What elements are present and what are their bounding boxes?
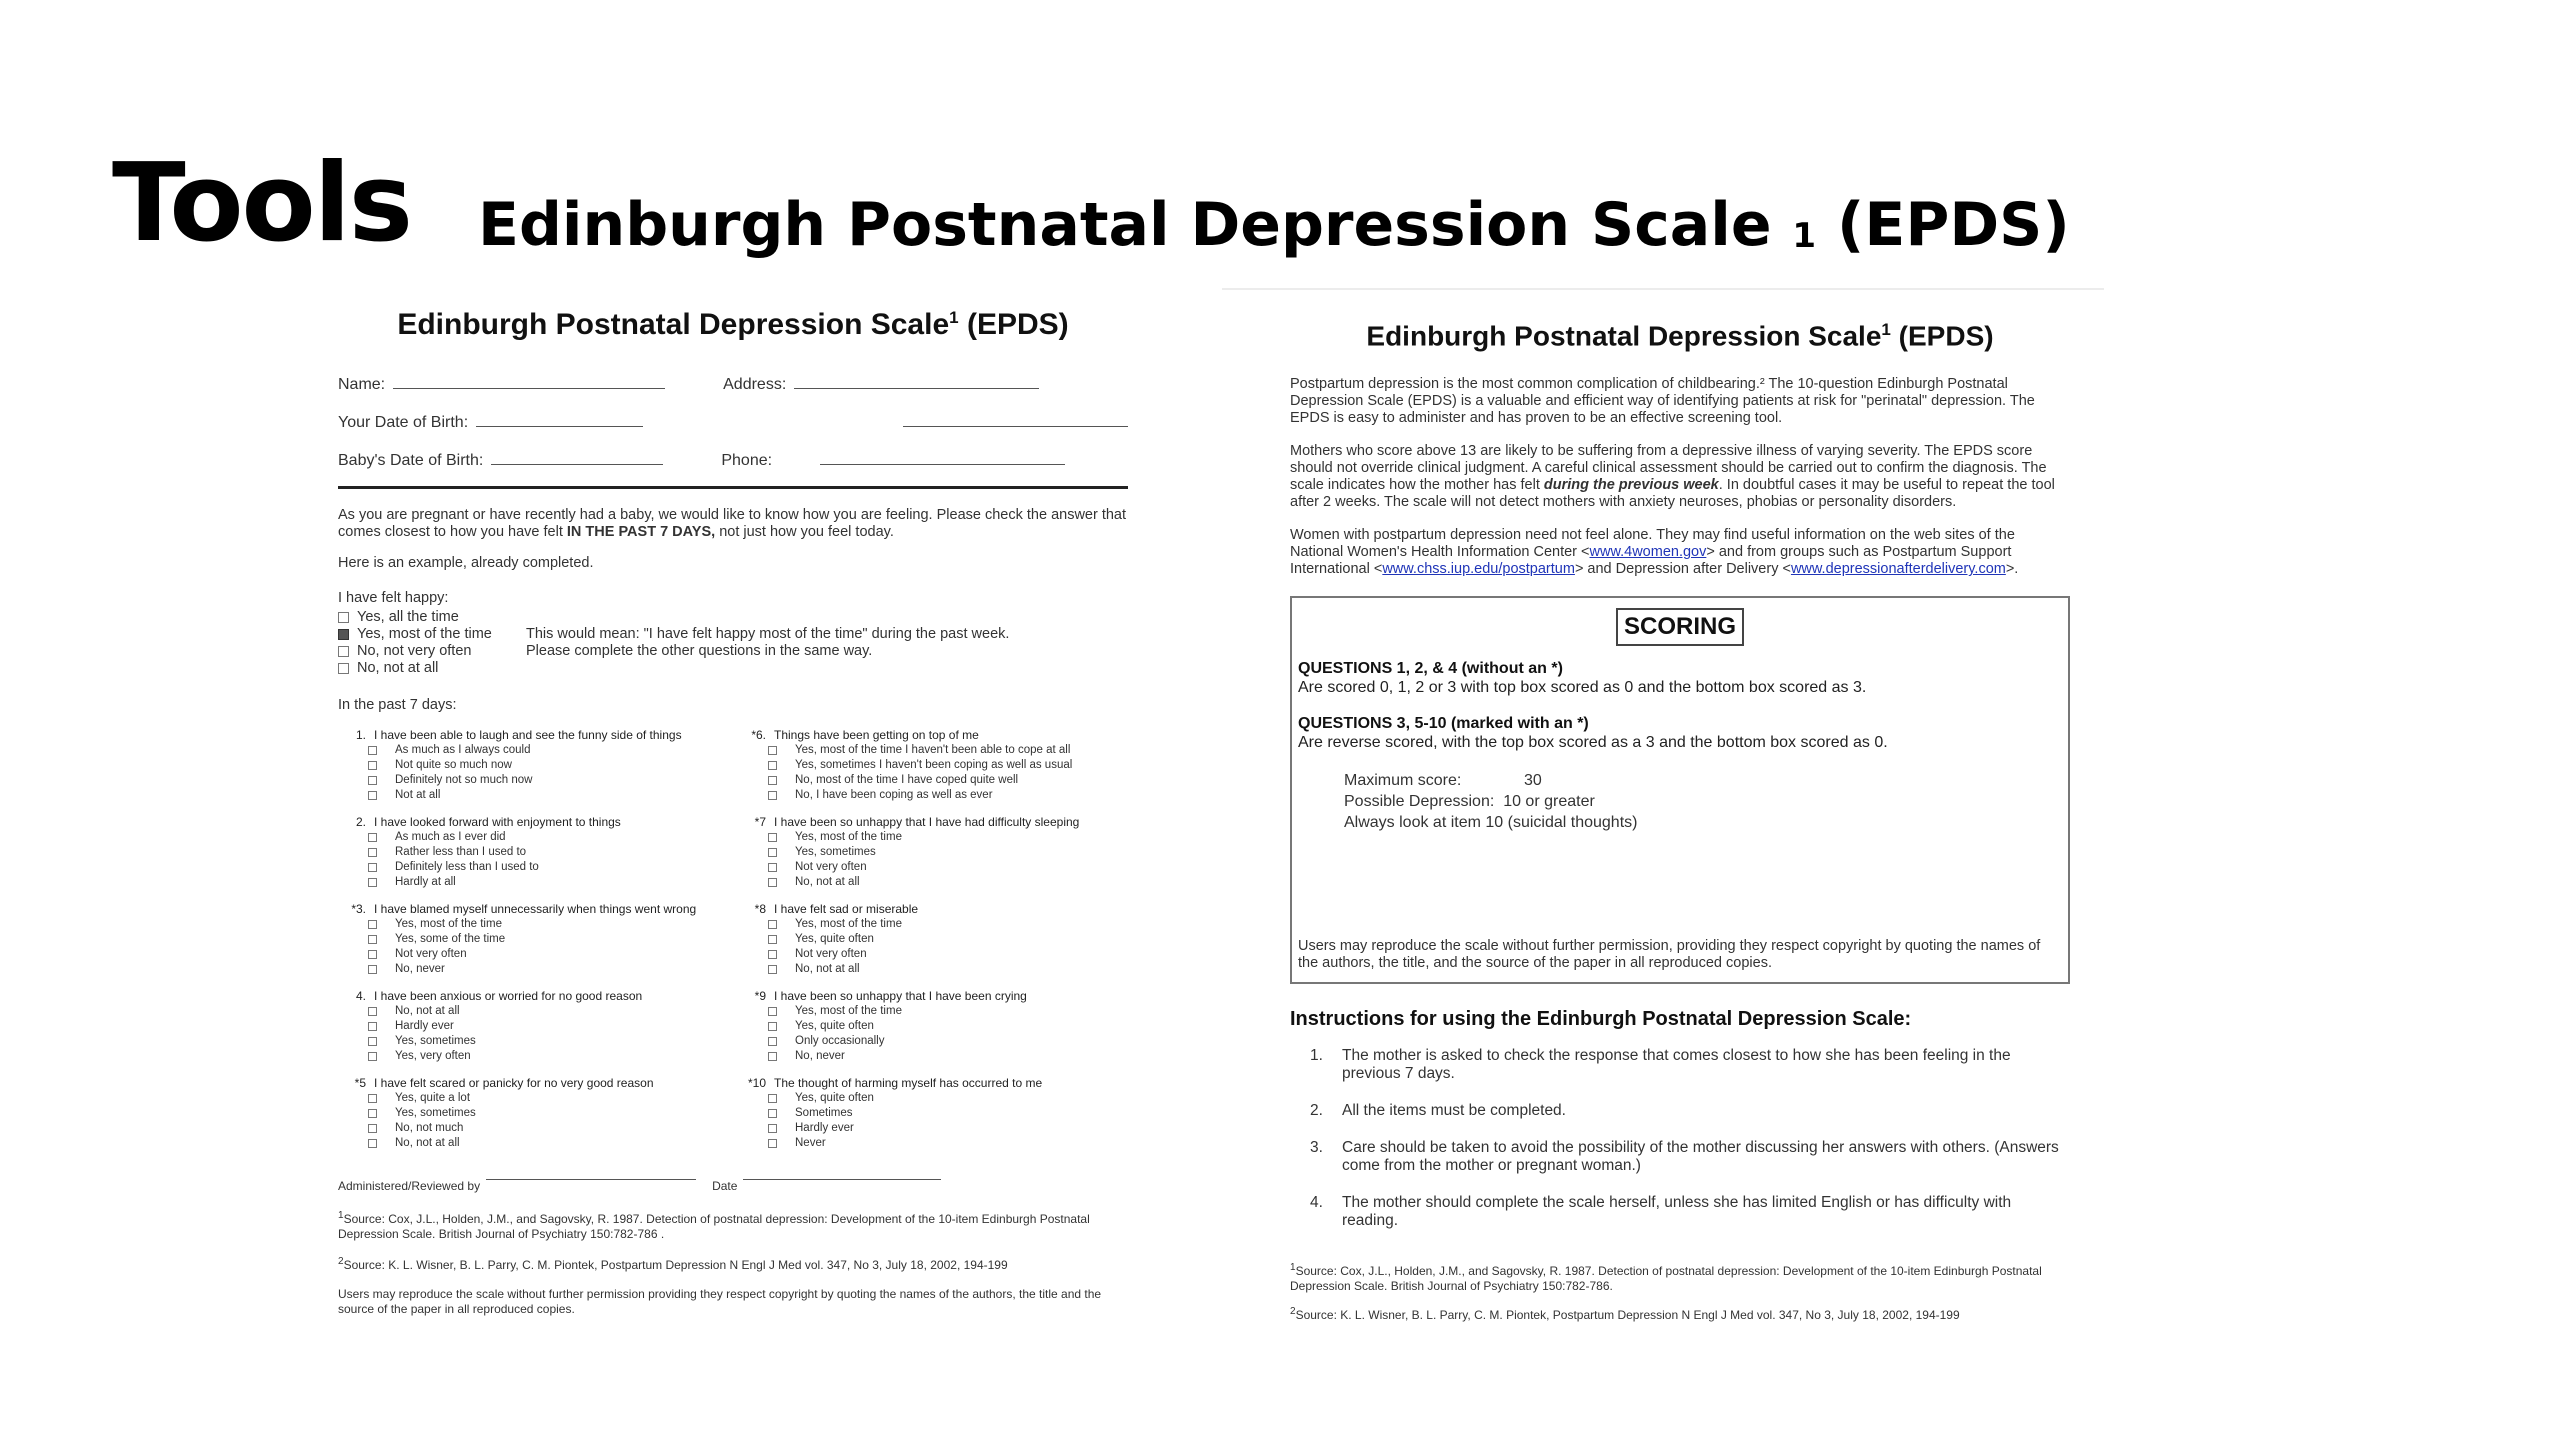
answer-option-label: Not quite so much now [395, 759, 512, 771]
answer-option[interactable] [738, 860, 1124, 875]
answer-option[interactable] [338, 1106, 724, 1121]
answer-option-label: Never [795, 1137, 826, 1149]
question-label: The thought of harming myself has occurred to me [774, 1076, 1043, 1090]
example-option-label: Yes, all the time [357, 609, 459, 625]
question-text [738, 902, 1124, 917]
checkbox[interactable] [368, 761, 377, 770]
question-number: *6. [751, 728, 766, 742]
answer-option[interactable] [338, 932, 724, 947]
checkbox[interactable] [368, 935, 377, 944]
administered-label: Administered/Reviewed by [338, 1179, 481, 1193]
checkbox[interactable] [768, 950, 777, 959]
answer-option[interactable] [338, 917, 724, 932]
checkbox[interactable] [768, 920, 777, 929]
question-text [738, 815, 1124, 830]
example-note [526, 626, 1009, 660]
max-score-value: 30 [1524, 772, 1542, 790]
name-label: Name: [338, 376, 386, 393]
answer-option[interactable] [738, 1019, 1124, 1034]
answer-option[interactable] [338, 1121, 724, 1136]
questions-right-column [738, 728, 1124, 1163]
answer-option-label: No, never [795, 1050, 845, 1062]
possible-depression-label: Possible Depression: [1344, 793, 1495, 811]
possible-depression-row [1344, 791, 2062, 812]
question-text [738, 728, 1124, 743]
instruction-number: 4. [1310, 1194, 1323, 1212]
address-field[interactable] [794, 388, 1039, 389]
answer-option-label: Sometimes [795, 1107, 853, 1119]
checkbox[interactable] [368, 1094, 377, 1103]
slide-subtitle [478, 190, 2070, 260]
administered-field[interactable] [486, 1179, 696, 1180]
answer-option[interactable] [338, 1004, 724, 1019]
answer-option-label: Yes, sometimes [795, 846, 876, 858]
instructions-title: Instructions for using the Edinburgh Postnatal Depression Scale: [1290, 1008, 1912, 1031]
answer-option-label: Not very often [395, 948, 467, 960]
question-label: I have been so unhappy that I have been crying [774, 989, 1027, 1003]
question-item [338, 1076, 724, 1151]
answer-option[interactable] [738, 773, 1124, 788]
question-number: 1. [355, 728, 366, 742]
past-days-label: In the past 7 days: [338, 697, 457, 713]
answer-option[interactable] [338, 758, 724, 773]
questions-group-1-heading: QUESTIONS 1, 2, & 4 (without an *) [1298, 660, 1563, 678]
checkbox[interactable] [368, 1124, 377, 1133]
answer-option[interactable] [338, 947, 724, 962]
checkbox[interactable] [768, 1124, 777, 1133]
answer-option-label: Hardly ever [395, 1020, 454, 1032]
right-source-2-text: Source: K. L. Wisner, B. L. Parry, C. M. Piontek, Postpartum Depression N Engl J Med vol. 347, No 3, July 18, 2002, 194-199 [1295, 1308, 1960, 1323]
question-item [338, 815, 724, 890]
paragraph-3a: Women with postpartum depression need not feel alone. They may find useful information on the web sites of the National Women's Health Information Center < [1290, 527, 2015, 561]
link-4women[interactable]: www.4women.gov [1589, 544, 1707, 561]
answer-option-label: Hardly at all [395, 876, 456, 888]
checkbox[interactable] [368, 1022, 377, 1031]
checkbox[interactable] [768, 863, 777, 872]
checkbox[interactable] [368, 1109, 377, 1118]
question-item [738, 815, 1124, 890]
answer-option[interactable] [738, 1091, 1124, 1106]
right-source-footnote-2: $^2$Source: K. L. Wisner, B. L. Parry, C. M. Piontek, Postpartum Depression N Engl J Med vol. 347, No 3, July 18, 2002, 194-199 [1290, 1306, 1960, 1323]
slide-subtitle-tail: (EPDS) [1836, 190, 2070, 260]
paragraph-2-emphasis: during the previous week [1543, 477, 1719, 494]
questions-group-2-text: Are reverse scored, with the top box scored as a 3 and the bottom box scored as 0. [1298, 734, 1888, 752]
answer-option[interactable] [338, 860, 724, 875]
answer-option-label: Yes, most of the time [795, 918, 902, 930]
question-item [738, 902, 1124, 977]
checkbox[interactable] [768, 1052, 777, 1061]
answer-option[interactable] [338, 875, 724, 890]
answer-option[interactable] [338, 962, 724, 977]
answer-option-label: No, not at all [395, 1005, 460, 1017]
answer-option-label: Hardly ever [795, 1122, 854, 1134]
question-item [338, 728, 724, 803]
checkbox[interactable] [768, 746, 777, 755]
instruction-text: Care should be taken to avoid the possibility of the mother discussing her answers with others. (Answers come from the mother or pregnant woman.) [1342, 1139, 2059, 1175]
answer-option-label: Yes, most of the time [795, 831, 902, 843]
field-row-dob [338, 394, 1128, 432]
question-text [338, 815, 724, 830]
answer-option[interactable] [338, 830, 724, 845]
checkbox[interactable] [768, 776, 777, 785]
scoring-page-title-tail: (EPDS) [1898, 320, 1994, 352]
questionnaire-title [338, 308, 1128, 342]
instruction-item [1290, 1047, 2070, 1083]
question-number: *9 [754, 989, 766, 1003]
scoring-page-title-footnote: 1 [1881, 320, 1891, 339]
questionnaire-title-main: Edinburgh Postnatal Depression Scale [397, 308, 950, 341]
paragraph-resources [1290, 527, 2070, 578]
checkbox[interactable] [768, 791, 777, 800]
question-label: I have blamed myself unnecessarily when things went wrong [374, 902, 697, 916]
permission-text: Users may reproduce the scale without further permission providing they respect copyright by quoting the names of the authors, the title and the source of the paper in all reproduced copies. [338, 1287, 1102, 1316]
checkbox[interactable] [768, 761, 777, 770]
instruction-text: All the items must be completed. [1342, 1102, 1566, 1120]
answer-option[interactable] [738, 917, 1124, 932]
checkbox[interactable] [768, 1139, 777, 1148]
question-text [338, 989, 724, 1004]
instruction-number: 2. [1310, 1102, 1323, 1120]
answer-option[interactable] [738, 788, 1124, 803]
question-number: *8 [754, 902, 766, 916]
checkbox[interactable] [338, 646, 349, 657]
question-number: *5 [354, 1076, 366, 1090]
answer-option-label: Yes, most of the time [395, 918, 502, 930]
answer-option[interactable] [338, 1049, 724, 1064]
field-row-baby-dob [338, 432, 1128, 470]
answer-option[interactable] [738, 1121, 1124, 1136]
checkbox[interactable] [338, 663, 349, 674]
example-option [338, 609, 1128, 626]
checkbox[interactable] [368, 833, 377, 842]
instruction-item [1290, 1194, 2070, 1230]
questionnaire-title-tail: (EPDS) [966, 308, 1069, 341]
answer-option[interactable] [338, 1136, 724, 1151]
checkbox[interactable] [768, 878, 777, 887]
checkbox[interactable] [368, 863, 377, 872]
checkbox[interactable] [368, 1007, 377, 1016]
slide-subtitle-main: Edinburgh Postnatal Depression Scale [478, 190, 1772, 260]
question-number: *10 [747, 1076, 766, 1090]
baby-dob-label: Baby's Date of Birth: [338, 452, 484, 469]
answer-option-label: Not very often [795, 861, 867, 873]
answer-option[interactable] [338, 845, 724, 860]
answer-option-label: Yes, quite a lot [395, 1092, 471, 1104]
question-number: *3. [351, 902, 366, 916]
answer-option-label: No, not much [395, 1122, 464, 1134]
question-text [738, 989, 1124, 1004]
dob-label: Your Date of Birth: [338, 414, 469, 431]
answer-option-label: No, I have been coping as well as ever [795, 789, 993, 801]
address-field-line-2[interactable] [903, 426, 1128, 427]
possible-depression-value: 10 or greater [1503, 793, 1595, 811]
question-item [738, 728, 1124, 803]
patient-fields [338, 356, 1128, 470]
source-footnote-2: $^2$Source: K. L. Wisner, B. L. Parry, C. M. Piontek, Postpartum Depression N Engl J Med vol. 347, No 3, July 18, 2002, 194-199 [338, 1256, 1008, 1272]
link-depression-after-delivery[interactable]: www.depressionafterdelivery.com [1790, 561, 2006, 578]
address-label: Address: [723, 376, 787, 393]
checkbox[interactable] [768, 848, 777, 857]
checkbox[interactable] [768, 1109, 777, 1118]
answer-option-label: No, never [395, 963, 445, 975]
questions-left-column [338, 728, 724, 1163]
answer-option[interactable] [738, 845, 1124, 860]
answer-option[interactable] [738, 947, 1124, 962]
questionnaire-title-footnote: 1 [949, 308, 959, 327]
always-look-note: Always look at item 10 (suicidal thoughts) [1344, 814, 1638, 832]
score-values [1298, 770, 2062, 833]
right-source-1-text: Source: Cox, J.L., Holden, J.M., and Sagovsky, R. 1987. Detection of postnatal depression: Development of the 10-item Edinburgh Postnatal Depression Scale. British Journal of Psychiatry 150:782-786. [1290, 1264, 2042, 1294]
questions [338, 728, 1128, 1163]
date-field[interactable] [743, 1179, 941, 1180]
scoring-heading: SCORING [1616, 608, 1744, 646]
scoring-permission-text: Users may reproduce the scale without further permission, providing they respect copyright by quoting the names of the authors, the title, and the source of the paper in all reproduced copies. [1298, 938, 2041, 972]
answer-option-label: Definitely not so much now [395, 774, 533, 786]
answer-option-label: Only occasionally [795, 1035, 885, 1047]
checkbox[interactable] [368, 1037, 377, 1046]
example-note-1: This would mean: "I have felt happy most of the time" during the past week. [526, 626, 1010, 642]
answer-option-label: As much as I ever did [395, 831, 506, 843]
right-source-footnote-1: $^1$Source: Cox, J.L., Holden, J.M., and Sagovsky, R. 1987. Detection of postnatal depression: Development of the 10-item Edinburgh Postnatal Depression Scale. British Journal of Psychiatry 150:782-786. [1290, 1262, 2042, 1294]
paragraph-2a: Mothers who score above 13 are likely to be suffering from a depressive illness of varying severity. The EPDS score should not override clinical judgment. A careful clinical assessment should be carried out to confirm the diagnosis. The scale indicates how the mother has felt [1290, 443, 2047, 494]
checkbox[interactable] [368, 776, 377, 785]
intro-text [338, 507, 1128, 541]
answer-option[interactable] [738, 743, 1124, 758]
answer-option-label: Not at all [395, 789, 441, 801]
answer-option-label: Yes, sometimes [395, 1107, 476, 1119]
instruction-item [1290, 1139, 2070, 1175]
question-label: I have been able to laugh and see the funny side of things [374, 728, 682, 742]
paragraph-3d: >. [2005, 561, 2019, 578]
questions-group-2-heading: QUESTIONS 3, 5-10 (marked with an *) [1298, 715, 1589, 733]
instruction-text: The mother should complete the scale herself, unless she has limited English or has difficulty with reading. [1342, 1194, 2012, 1230]
checkbox[interactable] [768, 1037, 777, 1046]
answer-option[interactable] [738, 875, 1124, 890]
paragraph-3c: > and Depression after Delivery < [1574, 561, 1791, 578]
answer-option-label: As much as I always could [395, 744, 531, 756]
date-label: Date [712, 1179, 738, 1193]
checkbox[interactable] [368, 1052, 377, 1061]
answer-option[interactable] [738, 830, 1124, 845]
answer-option-label: No, most of the time I have coped quite well [795, 774, 1019, 786]
intro-text-bold: IN THE PAST 7 DAYS, [566, 524, 716, 540]
answer-option-label: Rather less than I used to [395, 846, 527, 858]
max-score-label: Maximum score: [1344, 772, 1462, 790]
question-number: *7 [754, 815, 766, 829]
answer-option[interactable] [338, 1034, 724, 1049]
question-text [738, 1076, 1124, 1091]
answer-option[interactable] [338, 773, 724, 788]
answer-option-label: Definitely less than I used to [395, 861, 539, 873]
instruction-text: The mother is asked to check the response that comes closest to how she has been feeling in the previous 7 days. [1342, 1047, 2011, 1083]
answer-option[interactable] [738, 1004, 1124, 1019]
question-label: I have been so unhappy that I have had difficulty sleeping [774, 815, 1080, 829]
question-text [338, 728, 724, 743]
administered-row [338, 1179, 1128, 1194]
answer-option-label: Yes, quite often [795, 1092, 874, 1104]
checkbox[interactable] [768, 935, 777, 944]
example-option-label: No, not very often [357, 643, 472, 659]
scoring-page-title [1290, 320, 2070, 352]
paragraph-intro: Postpartum depression is the most common complication of childbearing.² The 10-question Edinburgh Postnatal Depression Scale (EPDS) is a valuable and efficient way of identifying patients at risk for "perinatal" depression. The EPDS is easy to administer and has proven to be an effective screening tool. [1290, 376, 2035, 427]
answer-option-label: Yes, quite often [795, 933, 874, 945]
checkbox[interactable] [768, 1022, 777, 1031]
question-number: 2. [355, 815, 366, 829]
intro-text-a: As you are pregnant or have recently had a baby, we would like to know how you are feeling. Please check the answer that comes closest to how you have felt [338, 507, 1127, 540]
checkbox[interactable] [368, 950, 377, 959]
instruction-number: 3. [1310, 1139, 1323, 1157]
question-text [338, 902, 724, 917]
example-note-2: Please complete the other questions in the same way. [526, 643, 873, 659]
answer-option-label: Yes, very often [395, 1050, 471, 1062]
slide-subtitle-footnote: 1 [1792, 216, 1817, 256]
answer-option[interactable] [738, 1034, 1124, 1049]
answer-option-label: No, not at all [395, 1137, 460, 1149]
instruction-number: 1. [1310, 1047, 1323, 1065]
paragraph-2b: . In doubtful cases it may be useful to repeat the tool after 2 weeks. The scale will not detect mothers with anxiety neuroses, phobias or personality disorders. [1290, 477, 2055, 511]
answer-option[interactable] [738, 1136, 1124, 1151]
answer-option-label: No, not at all [795, 876, 860, 888]
scoring-page-title-main: Edinburgh Postnatal Depression Scale [1366, 320, 1882, 352]
answer-option-label: Yes, sometimes [395, 1035, 476, 1047]
name-field[interactable] [393, 388, 665, 389]
answer-option[interactable] [738, 962, 1124, 977]
answer-option[interactable] [338, 788, 724, 803]
example-intro: Here is an example, already completed. [338, 555, 594, 571]
answer-option-label: Yes, some of the time [395, 933, 506, 945]
epds-questionnaire-page [338, 308, 1128, 1418]
epds-scoring-page [1290, 320, 2070, 1420]
question-label: I have looked forward with enjoyment to things [374, 815, 621, 829]
answer-option[interactable] [738, 1106, 1124, 1121]
answer-option[interactable] [338, 743, 724, 758]
question-label: I have felt scared or panicky for no very good reason [374, 1076, 654, 1090]
checkbox-checked[interactable] [338, 629, 349, 640]
phone-label: Phone: [721, 452, 773, 469]
checkbox[interactable] [368, 878, 377, 887]
answer-option-label: Not very often [795, 948, 867, 960]
answer-option[interactable] [338, 1019, 724, 1034]
checkbox[interactable] [368, 965, 377, 974]
question-item [738, 989, 1124, 1064]
question-text [338, 1076, 724, 1091]
checkbox[interactable] [768, 833, 777, 842]
checkbox[interactable] [368, 848, 377, 857]
phone-field[interactable] [820, 464, 1065, 465]
example-prompt: I have felt happy: [338, 590, 449, 606]
answer-option-label: No, not at all [795, 963, 860, 975]
instruction-item [1290, 1102, 2070, 1120]
example-block [338, 609, 1128, 677]
instructions-list [1290, 1047, 2070, 1230]
question-item [338, 989, 724, 1064]
question-item [738, 1076, 1124, 1151]
header-divider [1222, 288, 2104, 290]
baby-dob-field[interactable] [491, 464, 663, 465]
example-option [338, 660, 1128, 677]
form-divider [338, 486, 1128, 489]
example-option-label: No, not at all [357, 660, 439, 676]
question-label: I have been anxious or worried for no good reason [374, 989, 643, 1003]
checkbox[interactable] [368, 746, 377, 755]
source-footnote-1: $^1$Source: Cox, J.L., Holden, J.M., and Sagovsky, R. 1987. Detection of postnatal depression: Development of the 10-item Edinburgh Postnatal Depression Scale. British Journal of Psychiatry 150:782-786 . [338, 1210, 1090, 1241]
field-row-name [338, 356, 1128, 394]
question-label: Things have been getting on top of me [774, 728, 979, 742]
checkbox[interactable] [338, 612, 349, 623]
checkbox[interactable] [768, 1094, 777, 1103]
answer-option[interactable] [738, 1049, 1124, 1064]
question-item [338, 902, 724, 977]
checkbox[interactable] [368, 1139, 377, 1148]
paragraph-3b: > and from groups such as Postpartum Support International < [1290, 544, 2012, 578]
slide-title: Tools [112, 141, 412, 266]
question-label: I have felt sad or miserable [774, 902, 919, 916]
answer-option-label: Yes, sometimes I haven't been coping as well as usual [795, 759, 1073, 771]
answer-option-label: Yes, quite often [795, 1020, 874, 1032]
dob-field[interactable] [476, 426, 643, 427]
answer-option-label: Yes, most of the time I haven't been able to cope at all [795, 744, 1071, 756]
checkbox[interactable] [368, 920, 377, 929]
answer-option[interactable] [338, 1091, 724, 1106]
answer-option[interactable] [738, 758, 1124, 773]
checkbox[interactable] [368, 791, 377, 800]
source-1-text: Source: Cox, J.L., Holden, J.M., and Sagovsky, R. 1987. Detection of postnatal depression: Development of the 10-item Edinburgh Postnatal Depression Scale. British Journal of Psychiatry 150:782-786 . [338, 1212, 1090, 1241]
source-2-text: Source: K. L. Wisner, B. L. Parry, C. M. Piontek, Postpartum Depression N Engl J Med vol. 347, No 3, July 18, 2002, 194-199 [343, 1258, 1008, 1272]
scoring-box [1290, 596, 2070, 984]
intro-text-b: not just how you feel today. [715, 524, 894, 540]
answer-option[interactable] [738, 932, 1124, 947]
max-score-row [1344, 770, 2062, 791]
answer-option-label: Yes, most of the time [795, 1005, 902, 1017]
example-option-label: Yes, most of the time [357, 626, 492, 642]
link-postpartum-support[interactable]: www.chss.iup.edu/postpartum [1382, 561, 1575, 578]
questions-group-1-text: Are scored 0, 1, 2 or 3 with top box scored as 0 and the bottom box scored as 3. [1298, 679, 1867, 697]
paragraph-scoring-guidance [1290, 443, 2070, 511]
checkbox[interactable] [768, 1007, 777, 1016]
checkbox[interactable] [768, 965, 777, 974]
question-number: 4. [355, 989, 366, 1003]
